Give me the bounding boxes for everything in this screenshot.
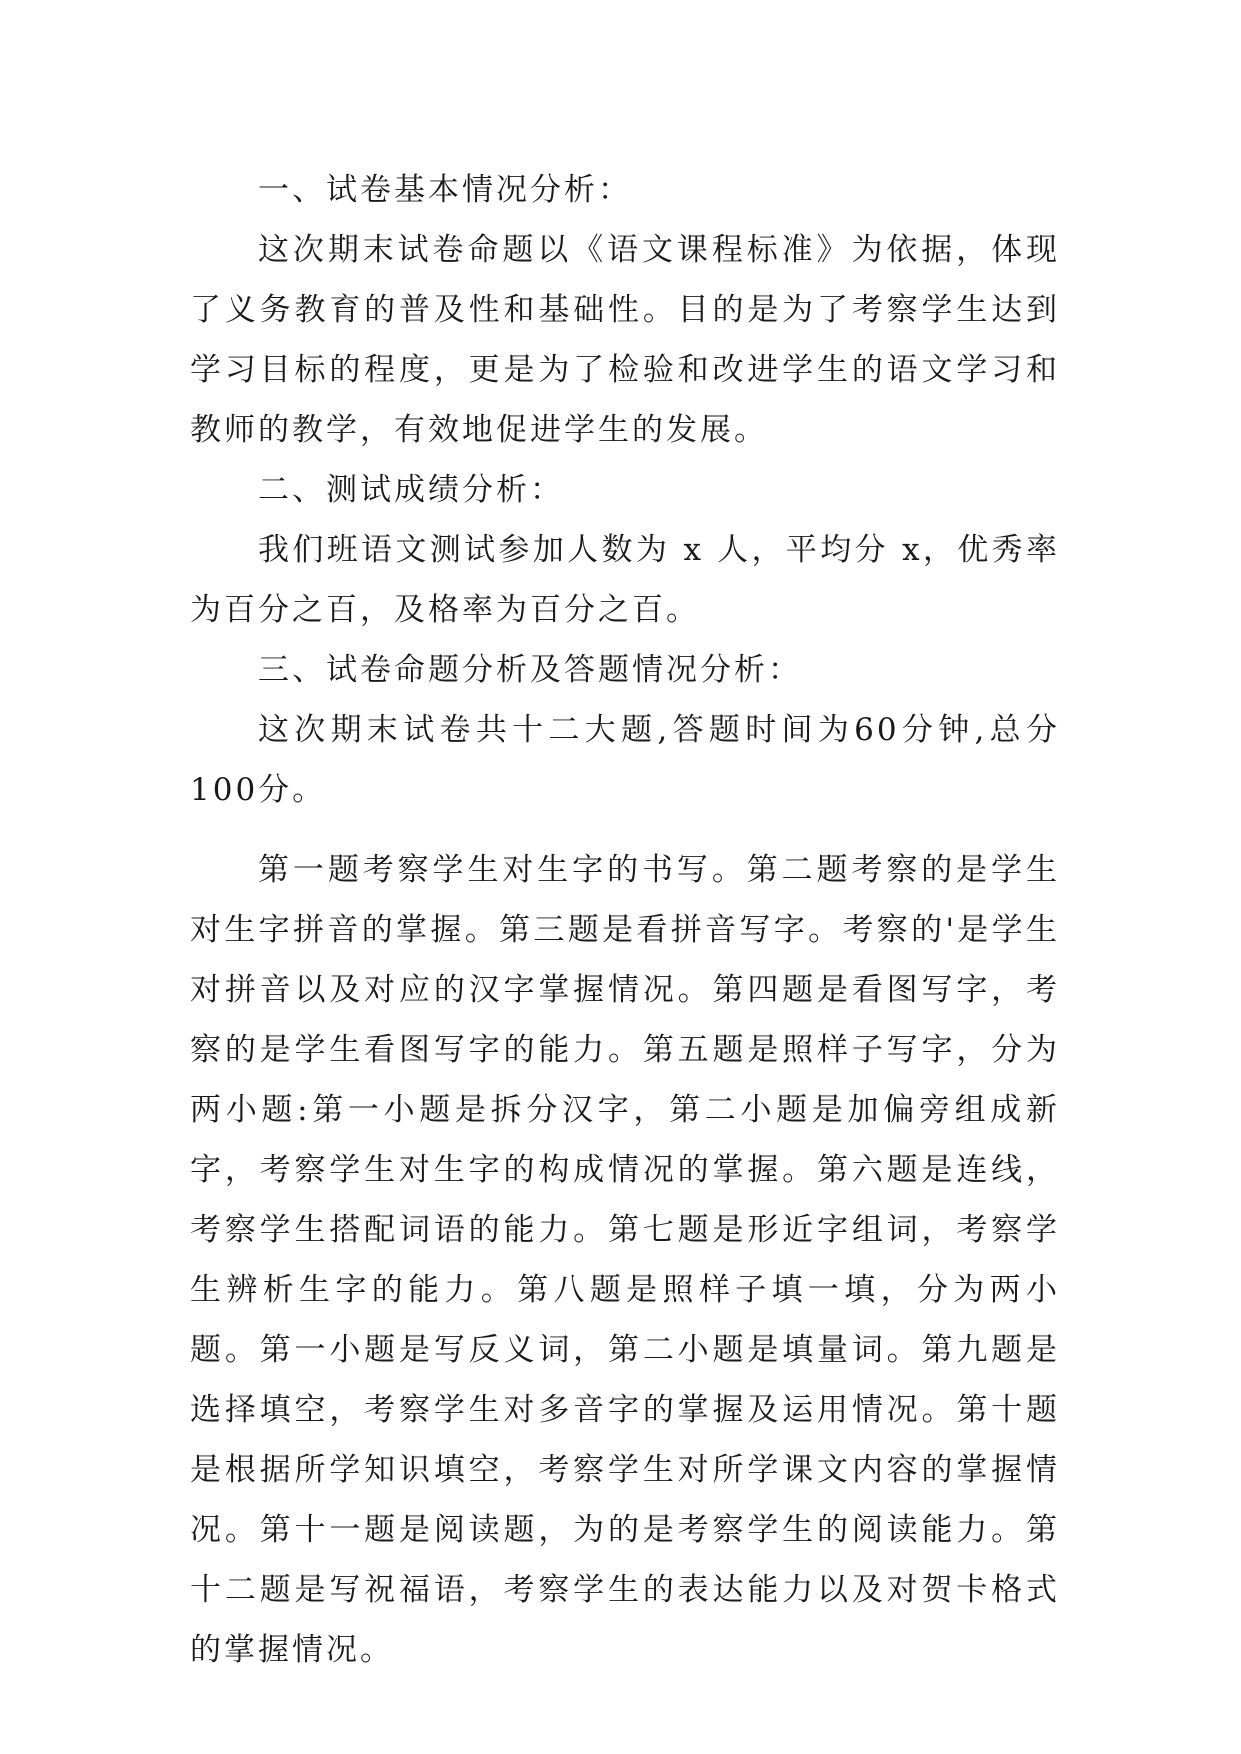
document-body	[190, 160, 1060, 1680]
paragraph-spacer	[190, 820, 1060, 840]
paragraph-exam-structure: 这次期末试卷共十二大题,答题时间为60分钟,总分100分。	[190, 712, 1060, 808]
section-heading-basic-analysis: 一、试卷基本情况分析：	[258, 172, 632, 208]
paragraph-exam-basis: 这次期末试卷命题以《语文课程标准》为依据，体现了义务教育的普及性和基础性。目的是为了考察学生达到学习目标的程度，更是为了检验和改进学生的语文学习和教师的教学，有效地促进学生的发展。	[190, 232, 1060, 448]
section-heading-score-analysis: 二、测试成绩分析：	[258, 472, 564, 508]
paragraph-question-details: 第一题考察学生对生字的书写。第二题考察的是学生对生字拼音的掌握。第三题是看拼音写字。考察的'是学生对拼音以及对应的汉字掌握情况。第四题是看图写字，考察的是学生看图写字的能力。第五题是照样子写字，分为两小题:第一小题是拆分汉字，第二小题是加偏旁组成新字，考察学生对生字的构成情况的掌握。第六题是连线，考察学生搭配词语的能力。第七题是形近字组词，考察学生辨析生字的能力。第八题是照样子填一填，分为两小题。第一小题是写反义词，第二小题是填量词。第九题是选择填空，考察学生对多音字的掌握及运用情况。第十题是根据所学知识填空，考察学生对所学课文内容的掌握情况。第十一题是阅读题，为的是考察学生的阅读能力。第十二题是写祝福语，考察学生的表达能力以及对贺卡格式的掌握情况。	[190, 852, 1060, 1668]
section-heading-question-analysis: 三、试卷命题分析及答题情况分析：	[258, 652, 802, 688]
paragraph-score-summary: 我们班语文测试参加人数为 x 人，平均分 x，优秀率为百分之百，及格率为百分之百。	[190, 532, 1060, 628]
